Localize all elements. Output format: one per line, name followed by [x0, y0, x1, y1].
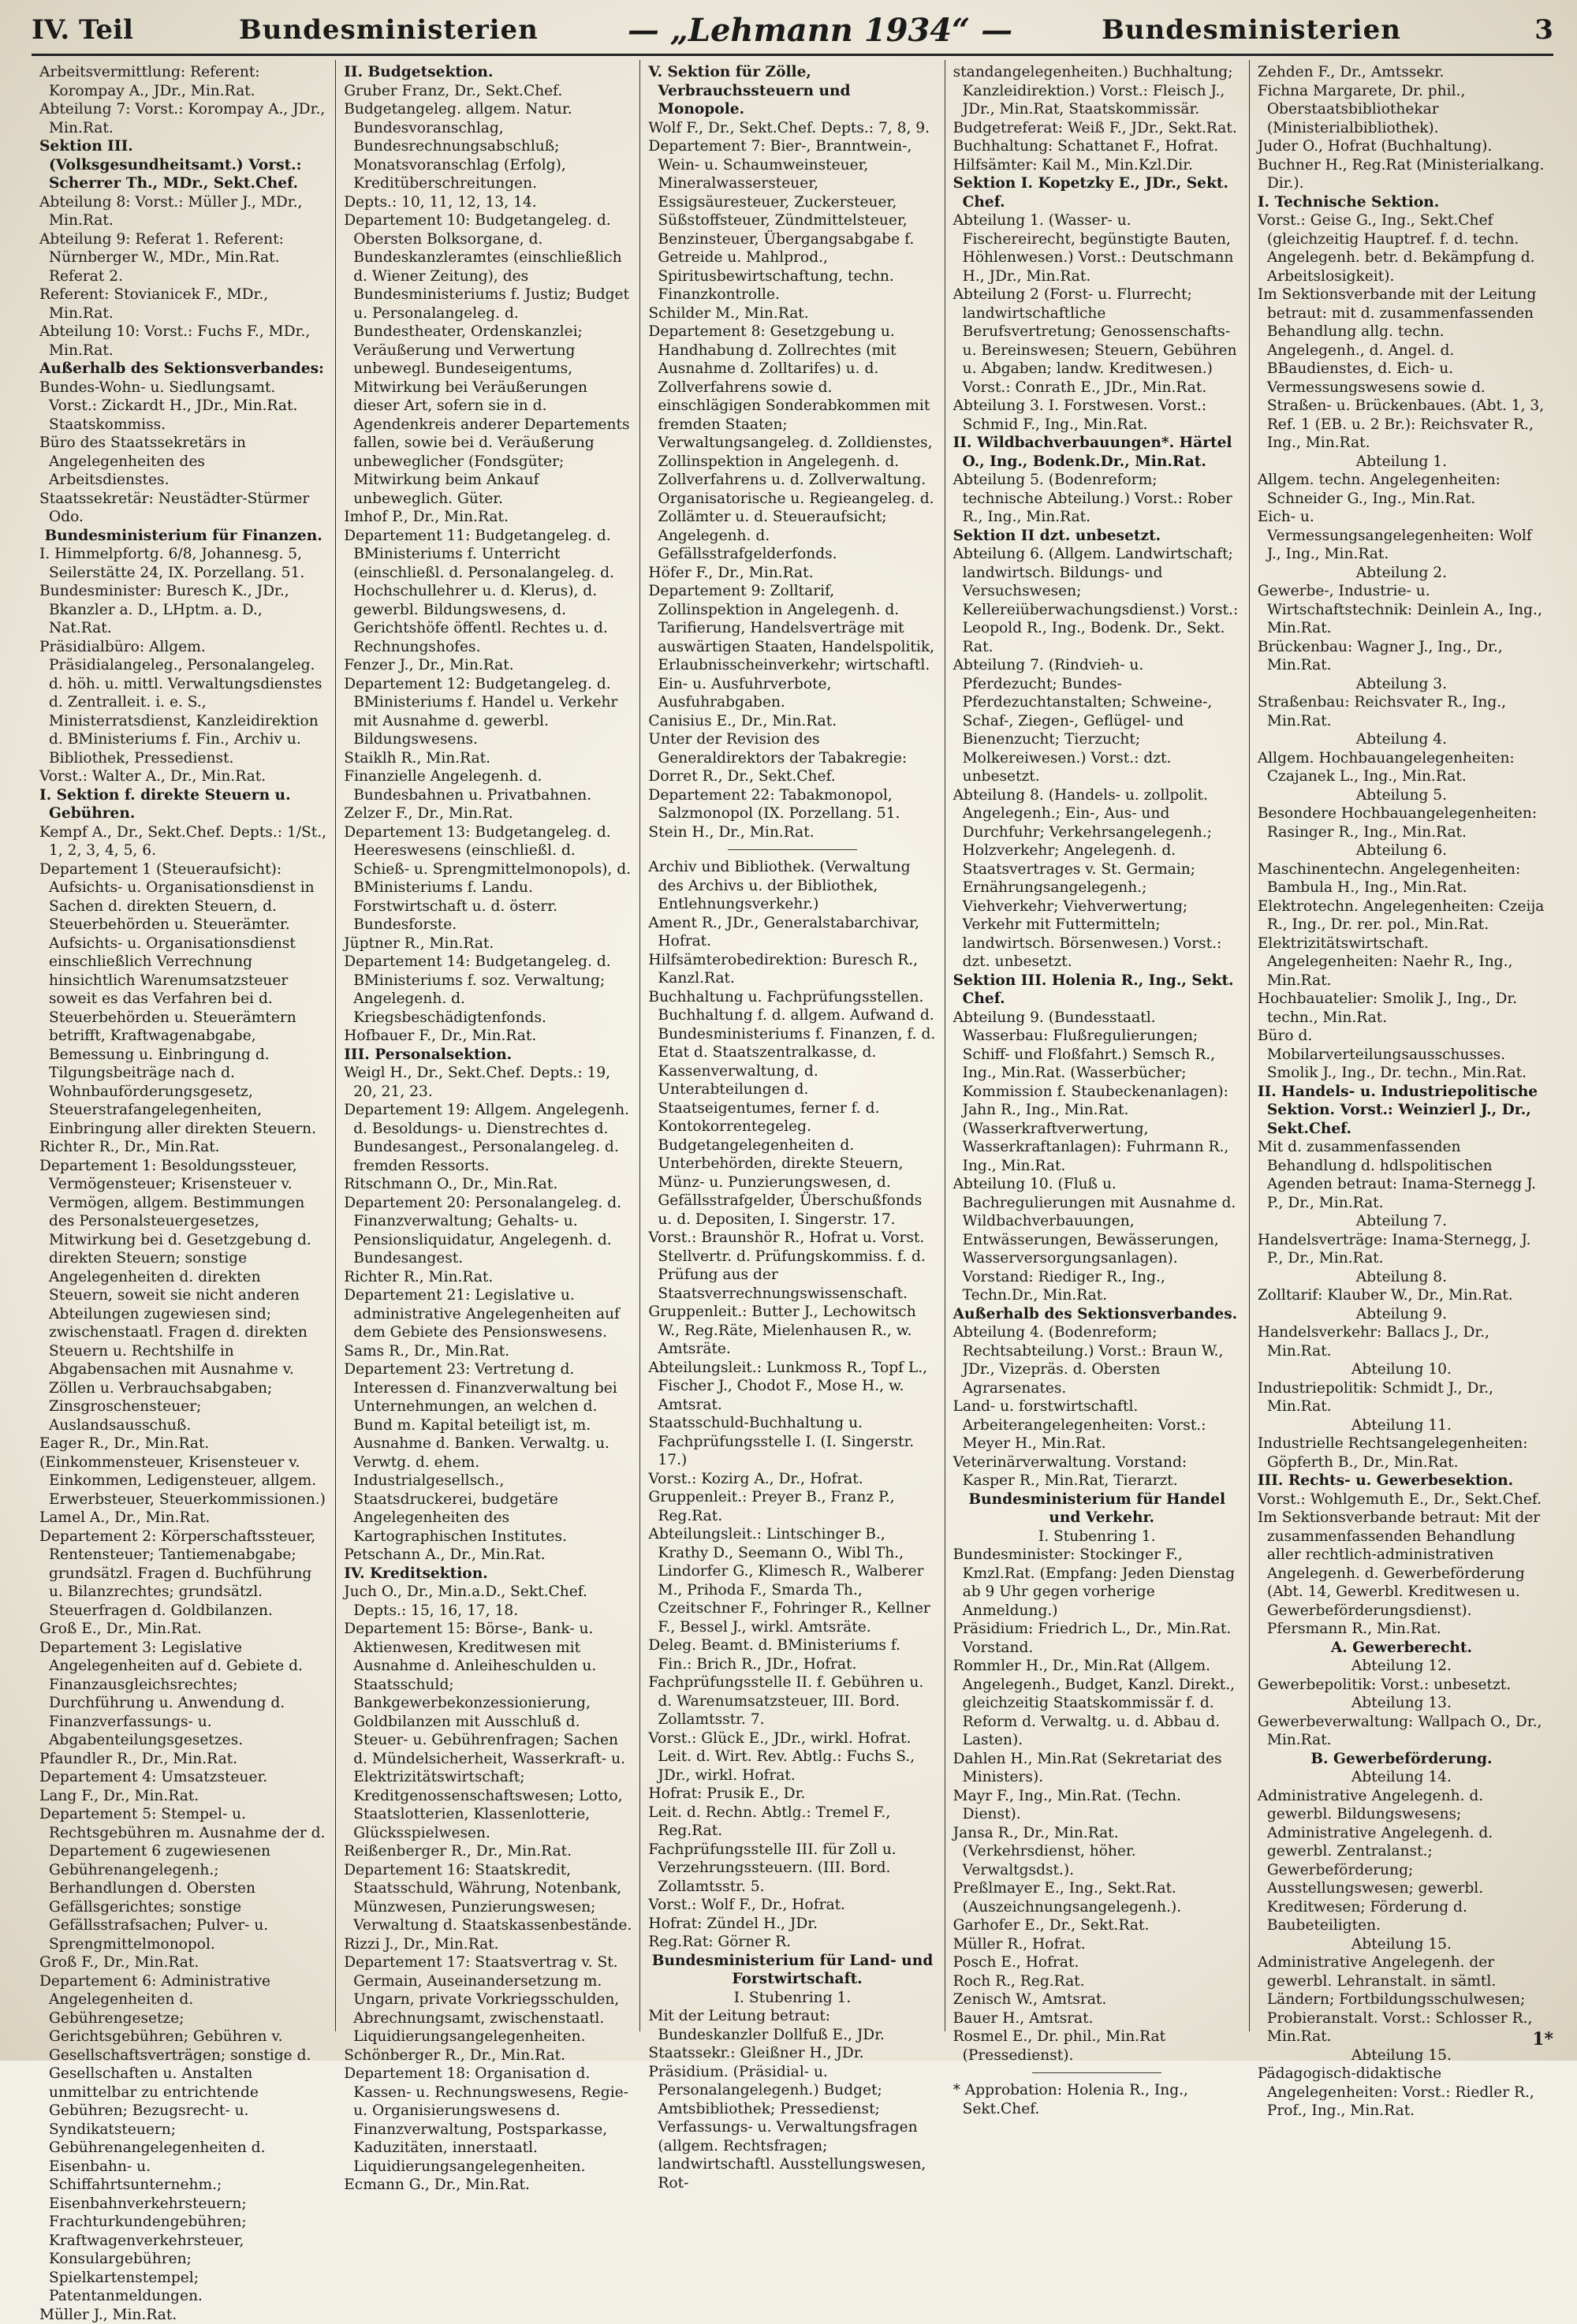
directory-entry: Rosmel E., Dr. phil., Min.Rat (Pressedienst).	[953, 2027, 1241, 2065]
directory-entry: Departement 3: Legislative Angelegenheiten auf d. Gebiete d. Finanzausgleichsrechtes; Durchführung u. Anwendung d. Finanzverfassungs- u. Abgabenteilungsgesetzes.	[39, 1639, 327, 1750]
directory-entry: Abteilung 8.	[1258, 1268, 1545, 1287]
directory-entry: V. Sektion für Zölle, Verbrauchssteuern und Monopole.	[648, 63, 936, 119]
directory-entry: Bundesministerium für Finanzen.	[39, 527, 327, 546]
directory-entry: Abteilung 3.	[1258, 675, 1545, 694]
directory-entry: Reißenberger R., Dr., Min.Rat.	[344, 1842, 632, 1861]
directory-entry: Handelsverträge: Inama-Sternegg, J. P., Dr., Min.Rat.	[1258, 1231, 1545, 1268]
directory-entry: Außerhalb des Sektionsverbandes:	[39, 360, 327, 379]
directory-entry: Abteilung 8: Vorst.: Müller J., MDr., Min.Rat.	[39, 193, 327, 230]
directory-entry: Departement 23: Vertretung d. Interessen d. Finanzverwaltung bei Unternehmungen, an welchen d. Bund m. Kapital beteiligt ist, m. Ausnahme d. Banken. Verwaltg. u. Verwtg. d. ehem. Industrialgesellsch., Staatsdruckerei, budgetäre Angelegenheiten des Kartographischen Institutes.	[344, 1360, 632, 1546]
column-1	[32, 60, 336, 2031]
directory-entry: Sams R., Dr., Min.Rat.	[344, 1342, 632, 1361]
directory-entry: Veterinärverwaltung. Vorstand: Kasper R., Min.Rat, Tierarzt.	[953, 1453, 1241, 1490]
directory-entry: Abteilung 2 (Forst- u. Flurrecht; landwirtschaftliche Berufsvertretung; Genossenschafts- u. Bereinswesen; Steuern, Gebühren u. Abgaben; landw. Kreditwesen.) Vorst.: Conrath E., JDr., Min.Rat.	[953, 285, 1241, 397]
directory-entry: I. Sektion f. direkte Steuern u. Gebühren.	[39, 786, 327, 823]
directory-entry: Departement 6: Administrative Angelegenheiten d. Gebührengesetze; Gerichtsgebühren; Gebühren v. Gesellschaftsverträgen; sonstige d. Gesellschaften u. Anstalten unmittelbar zu entrichtende Gebühren; Bezugsrecht- u. Syndikatsteuern; Gebührenangelegenheiten d. Eisenbahn- u. Schiffahrtsunternehm.; Eisenbahnverkehrsteuern; Frachturkundengebühren; Kraftwagenverkehrsteuer, Konsulargebühren; Spielkartenstempel; Patentanmeldungen.	[39, 1972, 327, 2306]
directory-entry: Departement 7: Bier-, Branntwein-, Wein- u. Schaumweinsteuer, Mineralwassersteuer, Essigsäuresteuer, Zuckersteuer, Süßstoffsteuer, Zündmittelsteuer, Benzinsteuer, Übergangsabgabe f. Getreide u. Mahlprod., Spiritusbewirtschaftung, techn. Finanzkontrolle.	[648, 137, 936, 304]
directory-entry: Abteilung 6.	[1258, 841, 1545, 860]
directory-entry: Ecmann G., Dr., Min.Rat.	[344, 2176, 632, 2195]
directory-entry: Abteilung 5. (Bodenreform; technische Abteilung.) Vorst.: Rober R., Ing., Min.Rat.	[953, 471, 1241, 527]
directory-entry: Kempf A., Dr., Sekt.Chef. Depts.: 1/St., 1, 2, 3, 4, 5, 6.	[39, 823, 327, 860]
directory-entry: Abteilung 7.	[1258, 1212, 1545, 1231]
directory-entry: Schilder M., Min.Rat.	[648, 304, 936, 323]
directory-entry: Bundesministerium für Land- und Forstwirtschaft.	[648, 1952, 936, 1989]
section-marker: IV. Teil	[32, 14, 150, 46]
directory-entry: I. Technische Sektion.	[1258, 193, 1545, 212]
directory-entry: Abteilung 2.	[1258, 564, 1545, 583]
directory-entry: Dahlen H., Min.Rat (Sekretariat des Ministers).	[953, 1750, 1241, 1787]
directory-entry: II. Handels- u. Industriepolitische Sektion. Vorst.: Weinzierl J., Dr., Sekt.Chef.	[1258, 1083, 1545, 1139]
directory-entry: Abteilung 11.	[1258, 1416, 1545, 1435]
directory-entry: Departement 17: Staatsvertrag v. St. Germain, Auseinandersetzung m. Ungarn, private Vorkriegsschulden, Abrechnungsamt, zwischenstaatl. Liquidierungsangelegenheiten.	[344, 1953, 632, 2046]
directory-entry: Abteilung 6. (Allgem. Landwirtschaft; landwirtsch. Bildungs- und Versuchswesen; Kellereiüberwachungsdienst.) Vorst.: Leopold R., Ing., Bodenk. Dr., Sekt. Rat.	[953, 545, 1241, 656]
directory-entry: Unter der Revision des Generaldirektors der Tabakregie:	[648, 730, 936, 767]
directory-entry: Buchner H., Reg.Rat (Ministerialkang. Dir.).	[1258, 156, 1545, 193]
directory-entry: Elektrizitätswirtschaft. Angelegenheiten: Naehr R., Ing., Min.Rat.	[1258, 934, 1545, 990]
directory-entry: Buchhaltung u. Fachprüfungsstellen. Buchhaltung f. d. allgem. Aufwand d. Bundesministeriums f. Finanzen, f. d. Etat d. Staatszentralkasse, d. Kassenverwaltung, d. Unterabteilungen d. Staatseigentumes, ferner f. d. Kontokorrentegeleg. Budgetangelegenheiten d. Unterbehörden, direkte Steuern, Münz- u. Punzierungswesen, d. Gefällsstrafgelder, Überschußfonds u. d. Depositen, I. Singerstr. 17.	[648, 988, 936, 1229]
directory-entry: Abteilung 4. (Bodenreform; Rechtsabteilung.) Vorst.: Braun W., JDr., Vizepräs. d. Obersten Agrarsenates.	[953, 1323, 1241, 1397]
directory-entry: Sektion III. (Volksgesundheitsamt.) Vorst.: Scherrer Th., MDr., Sekt.Chef.	[39, 137, 327, 193]
directory-entry: * Approbation: Holenia R., Ing., Sekt.Chef.	[953, 2081, 1241, 2118]
directory-entry: (Einkommensteuer, Krisensteuer v. Einkommen, Ledigensteuer, allgem. Erwerbsteuer, Steuerkommissionen.)	[39, 1453, 327, 1509]
directory-entry: Departement 18: Organisation d. Kassen- u. Rechnungswesens, Regie- u. Organisierungswesens d. Finanzverwaltung, Postsparkasse, Kaduzitäten, innerstaatl. Liquidierungsangelegenheiten.	[344, 2065, 632, 2176]
directory-entry: Departement 13: Budgetangeleg. d. Heereswesens (einschließl. d. Schieß- u. Sprengmittelmonopols), d. BMinisteriums f. Landu. Forstwirtschaft u. d. österr. Bundesforste.	[344, 823, 632, 934]
directory-entry: Garhofer E., Dr., Sekt.Rat.	[953, 1916, 1241, 1935]
directory-entry: Ament R., JDr., Generalstabarchivar, Hofrat.	[648, 914, 936, 951]
directory-entry: Groß F., Dr., Min.Rat.	[39, 1953, 327, 1972]
directory-entry: Abteilung 5.	[1258, 786, 1545, 805]
directory-entry: Bundesminister: Stockinger F., Kmzl.Rat. (Empfang: Jeden Dienstag ab 9 Uhr gegen vorherige Anmeldung.)	[953, 1546, 1241, 1620]
directory-entry: Hochbauatelier: Smolik J., Ing., Dr. techn., Min.Rat.	[1258, 990, 1545, 1027]
directory-entry: Departement 8: Gesetzgebung u. Handhabung d. Zollrechtes (mit Ausnahme d. Zolltarifes) u. d. Zollverfahrens sowie d. einschlägigen Sonderabkommen mit fremden Staaten; Verwaltungsangeleg. d. Zolldienstes, Zollinspektion in Angelegenh. d. Zollverfahrens u. d. Zollverwaltung. Organisatorische u. Regieangeleg. d. Zollämter u. d. Steueraufsicht; Angelegenh. d. Gefällsstrafgelderfonds.	[648, 323, 936, 564]
page-number: 3	[1490, 14, 1553, 46]
directory-entry: Sektion III. Holenia R., Ing., Sekt. Chef.	[953, 972, 1241, 1009]
directory-entry: Elektrotechn. Angelegenheiten: Czeija R., Ing., Dr. rer. pol., Min.Rat.	[1258, 897, 1545, 934]
directory-entry: Juch O., Dr., Min.a.D., Sekt.Chef. Depts.: 15, 16, 17, 18.	[344, 1583, 632, 1620]
directory-entry: Posch E., Hofrat.	[953, 1953, 1241, 1972]
directory-entry: Gewerbeverwaltung: Wallpach O., Dr., Min.Rat.	[1258, 1713, 1545, 1750]
directory-entry: Departement 12: Budgetangeleg. d. BMinisteriums f. Handel u. Verkehr mit Ausnahme d. gewerbl. Bildungswesens.	[344, 675, 632, 749]
directory-entry: Präsidialbüro: Allgem. Präsidialangeleg., Personalangeleg. d. höh. u. mittl. Verwaltungsdienstes d. Zentralleit. i. e. S., Ministerratsdienst, Kanzleidirektion d. BMinisteriums f. Fin., Archiv u. Bibliothek, Pressedienst.	[39, 638, 327, 768]
directory-entry: Abteilung 14.	[1258, 1768, 1545, 1787]
directory-entry: Richter R., Dr., Min.Rat.	[39, 1138, 327, 1157]
directory-entry: Abteilung 9.	[1258, 1305, 1545, 1324]
directory-entry: Departement 1 (Steueraufsicht): Aufsichts- u. Organisationsdienst in Sachen d. direkten Steuern, d. Steuerbehörden u. Steuerämter. Aufsichts- u. Organisationsdienst einschließlich Verrechnung hinsichtlich Warenumsatzsteuer soweit es das Verfahren bei d. Steuerbehörden u. Steuerämtern betrifft, Kraftwagenabgabe, Bemessung u. Einbringung d. Tilgungsbeiträge nach d. Wohnbauförderungsgesetz, Steuerstrafangelegenheiten, Einbringung aller direkten Steuern.	[39, 860, 327, 1139]
directory-entry: Außerhalb des Sektionsverbandes.	[953, 1305, 1241, 1324]
directory-entry: Dorret R., Dr., Sekt.Chef.	[648, 767, 936, 786]
directory-entry: Departement 5: Stempel- u. Rechtsgebühren m. Ausnahme der d. Departement 6 zugewiesenen Gebührenangelegenh.; Berhandlungen d. Obersten Gefällsgerichtes; sonstige Gefällsstrafsachen; Pulver- u. Sprengmittelmonopol.	[39, 1805, 327, 1953]
directory-entry: Vorst.: Glück E., JDr., wirkl. Hofrat. Leit. d. Wirt. Rev. Abtlg.: Fuchs S., JDr., wirkl. Hofrat.	[648, 1729, 936, 1785]
directory-entry: Büro des Staatssekretärs in Angelegenheiten des Arbeitsdienstes.	[39, 434, 327, 490]
directory-entry: A. Gewerberecht.	[1258, 1639, 1545, 1658]
directory-entry: Abteilungsleit.: Lunkmoss R., Topf L., Fischer J., Chodot F., Mose H., w. Amtsrat.	[648, 1359, 936, 1415]
directory-entry: Administrative Angelegenh. d. gewerbl. Bildungswesens; Administrative Angelegenh. d. gewerbl. Zentralanst.; Gewerbeförderung; Ausstellungswesen; gewerbl. Kreditwesen; Förderung d. Baubeteiligten.	[1258, 1787, 1545, 1935]
directory-entry: Hofrat: Zündel H., JDr.	[648, 1915, 936, 1934]
directory-entry: Finanzielle Angelegenh. d. Bundesbahnen u. Privatbahnen.	[344, 767, 632, 804]
directory-entry: Ritschmann O., Dr., Min.Rat.	[344, 1175, 632, 1194]
running-title-left: Bundesministerien	[239, 14, 539, 46]
directory-entry: Präsidium. (Präsidial- u. Personalangelegenh.) Budget; Amtsbibliothek; Pressedienst; Verfassungs- u. Verwaltungsfragen (allgem. Rechtsfragen; landwirtschaftl. Ausstellungswesen, Rot-	[648, 2063, 936, 2193]
directory-entry: Departement 9: Zolltarif, Zollinspektion in Angelegenh. d. Tarifierung, Handelsverträge mit auswärtigen Staaten, Handelspolitik, Erlaubnisscheinverkehr; wirtschaftl. Ein- u. Ausfuhrverbote, Ausfuhrabgaben.	[648, 582, 936, 712]
directory-entry: Allgem. techn. Angelegenheiten: Schneider G., Ing., Min.Rat.	[1258, 471, 1545, 508]
directory-entry: Abteilung 15.	[1258, 1935, 1545, 1954]
directory-entry: Abteilung 7. (Rindvieh- u. Pferdezucht; Bundes-Pferdezuchtanstalten; Schweine-, Schaf-, Ziegen-, Geflügel- und Bienenzucht; Tierzucht; Molkereiwesen.) Vorst.: dzt. unbesetzt.	[953, 656, 1241, 786]
running-title-right: Bundesministerien	[1102, 14, 1401, 46]
directory-entry: Abteilung 10: Vorst.: Fuchs F., MDr., Min.Rat.	[39, 323, 327, 360]
directory-entry: Departement 20: Personalangeleg. d. Finanzverwaltung; Gehalts- u. Pensionsliquidatur, Angelegenh. d. Bundesangest.	[344, 1194, 632, 1268]
directory-entry: Fachprüfungsstelle II. f. Gebühren u. d. Warenumsatzsteuer, III. Bord. Zollamtsstr. 7.	[648, 1673, 936, 1729]
directory-entry: Schönberger R., Dr., Min.Rat.	[344, 2046, 632, 2065]
directory-entry: Zolltarif: Klauber W., Dr., Min.Rat.	[1258, 1286, 1545, 1305]
directory-entry: Abteilung 1. (Wasser- u. Fischereirecht, begünstigte Bauten, Höhlenwesen.) Vorst.: Deutschmann H., JDr., Min.Rat.	[953, 211, 1241, 285]
directory-entry: Abteilung 13.	[1258, 1694, 1545, 1713]
directory-entry: III. Personalsektion.	[344, 1046, 632, 1065]
directory-entry: Gewerbe-, Industrie- u. Wirtschaftstechnik: Deinlein A., Ing., Min.Rat.	[1258, 582, 1545, 638]
directory-entry: Brückenbau: Wagner J., Ing., Dr., Min.Rat.	[1258, 638, 1545, 675]
directory-entry: Vorst.: Geise G., Ing., Sekt.Chef (gleichzeitig Hauptref. f. d. techn. Angelegenh. betr. d. Bekämpfung d. Arbeitslosigkeit).	[1258, 211, 1545, 285]
directory-entry: Straßenbau: Reichsvater R., Ing., Min.Rat.	[1258, 693, 1545, 730]
directory-entry: Im Sektionsverbande betraut: Mit der zusammenfassenden Behandlung aller rechtlich-administrativen Angelegenh. d. Gewerbeförderung (Abt. 14, Gewerbl. Kreditwesen u. Gewerbeförderungsdienst). Pfersmann R., Min.Rat.	[1258, 1509, 1545, 1639]
directory-entry: Müller R., Hofrat.	[953, 1935, 1241, 1954]
directory-entry: Bauer H., Amtsrat.	[953, 2009, 1241, 2028]
directory-entry: Groß E., Dr., Min.Rat.	[39, 1620, 327, 1639]
directory-entry: Jansa R., Dr., Min.Rat. (Verkehrsdienst, höher. Verwaltgsdst.).	[953, 1824, 1241, 1880]
directory-entry: Industriepolitik: Schmidt J., Dr., Min.Rat.	[1258, 1379, 1545, 1416]
directory-entry: Zehden F., Dr., Amtssekr.	[1258, 63, 1545, 82]
directory-entry: Hofbauer F., Dr., Min.Rat.	[344, 1027, 632, 1046]
directory-entry: Allgem. Hochbauangelegenheiten: Czajanek L., Ing., Min.Rat.	[1258, 749, 1545, 786]
directory-entry: Mit d. zusammenfassenden Behandlung d. hdlspolitischen Agenden betraut: Inama-Sternegg J. P., Dr., Min.Rat.	[1258, 1138, 1545, 1212]
column-3	[640, 60, 945, 2031]
directory-entry: Departement 2: Körperschaftssteuer, Rentensteuer; Tantiemenabgabe; grundsätzl. Fragen d. Buchführung u. Bilanzrechtes; grundsätzl. Steuerfragen d. Goldbilanzen.	[39, 1528, 327, 1621]
directory-entry: Abteilung 10. (Fluß u. Bachregulierungen mit Ausnahme d. Wildbachverbauungen, Entwässerungen, Bewässerungen, Wasserversorgungsanlagen). Vorstand: Riediger R., Ing., Techn.Dr., Min.Rat.	[953, 1175, 1241, 1305]
directory-entry: Sektion II dzt. unbesetzt.	[953, 527, 1241, 546]
directory-entry: Departement 15: Börse-, Bank- u. Aktienwesen, Kreditwesen mit Ausnahme d. Anleiheschulden u. Staatsschuld; Bankgewerbekonzessionierung, Goldbilanzen mit Ausschluß d. Steuer- u. Gebührenfragen; Sachen d. Mündelsicherheit, Wasserkraft- u. Elektrizitätswirtschaft; Kreditgenossenschaftswesen; Lotto, Staatslotterien, Klassenlotterie, Glücksspielwesen.	[344, 1620, 632, 1842]
directory-entry: Fichna Margarete, Dr. phil., Oberstaatsbibliothekar (Ministerialbibliothek).	[1258, 82, 1545, 138]
directory-entry: II. Budgetsektion.	[344, 63, 632, 82]
directory-entry: I. Himmelpfortg. 6/8, Johannesg. 5, Seilerstätte 24, IX. Porzellang. 51.	[39, 545, 327, 582]
directory-entry: Land- u. forstwirtschaftl. Arbeiterangelegenheiten: Vorst.: Meyer H., Min.Rat.	[953, 1397, 1241, 1453]
directory-entry: Bundesministerium für Handel und Verkehr.	[953, 1490, 1241, 1528]
directory-entry: Preßlmayer E., Ing., Sekt.Rat. (Auszeichnungsangelegenh.).	[953, 1879, 1241, 1916]
directory-entry: Industrielle Rechtsangelegenheiten: Göpferth B., Dr., Min.Rat.	[1258, 1434, 1545, 1472]
directory-entry: Abteilung 15.	[1258, 2046, 1545, 2065]
directory-entry: Handelsverkehr: Ballacs J., Dr., Min.Rat.	[1258, 1323, 1545, 1360]
directory-entry: Höfer F., Dr., Min.Rat.	[648, 564, 936, 583]
directory-entry: B. Gewerbeförderung.	[1258, 1750, 1545, 1769]
header-rule	[32, 54, 1553, 56]
directory-entry: Gruppenleit.: Preyer B., Franz P., Reg.Rat.	[648, 1488, 936, 1525]
directory-entry: Deleg. Beamt. d. BMinisteriums f. Fin.: Brich R., JDr., Hofrat.	[648, 1636, 936, 1673]
directory-entry: Canisius E., Dr., Min.Rat.	[648, 712, 936, 731]
column-divider	[1032, 2072, 1161, 2073]
directory-entry: III. Rechts- u. Gewerbesektion.	[1258, 1472, 1545, 1490]
directory-entry: Richter R., Min.Rat.	[344, 1268, 632, 1287]
directory-entry: Wolf F., Dr., Sekt.Chef. Depts.: 7, 8, 9.	[648, 119, 936, 138]
directory-entry: Roch R., Reg.Rat.	[953, 1972, 1241, 1991]
directory-entry: Maschinentechn. Angelegenheiten: Bambula H., Ing., Min.Rat.	[1258, 860, 1545, 897]
directory-entry: Buchhaltung: Schattanet F., Hofrat.	[953, 137, 1241, 156]
column-4	[945, 60, 1250, 2031]
directory-entry: Eich- u. Vermessungsangelegenheiten: Wolf J., Ing., Min.Rat.	[1258, 508, 1545, 564]
directory-entry: Abteilung 7: Vorst.: Korompay A., JDr., Min.Rat.	[39, 100, 327, 137]
directory-entry: Müller J., Min.Rat.	[39, 2306, 327, 2324]
directory-entry: Präsidium: Friedrich L., Dr., Min.Rat. Vorstand.	[953, 1620, 1241, 1657]
directory-entry: Petschann A., Dr., Min.Rat.	[344, 1546, 632, 1565]
directory-entry: Eager R., Dr., Min.Rat.	[39, 1434, 327, 1453]
directory-entry: Depts.: 10, 11, 12, 13, 14.	[344, 193, 632, 212]
directory-entry: Abteilung 1.	[1258, 453, 1545, 472]
page-header	[32, 9, 1553, 50]
column-2	[336, 60, 640, 2031]
directory-entry: Juder O., Hofrat (Buchhaltung).	[1258, 137, 1545, 156]
directory-entry: Lamel A., Dr., Min.Rat.	[39, 1509, 327, 1528]
directory-entry: Arbeitsvermittlung: Referent: Korompay A., JDr., Min.Rat.	[39, 63, 327, 100]
directory-entry: Im Sektionsverbande mit der Leitung betraut: mit d. zusammenfassenden Behandlung allg. techn. Angelegenh., d. Angel. d. BBaudienstes, d. Eich- u. Vermessungswesens sowie d. Straßen- u. Brückenbaues. (Abt. 1, 3, Ref. 1 (EB. u. 2 Br.): Reichsvater R., Ing., Min.Rat.	[1258, 285, 1545, 453]
signature-mark: 1*	[1532, 2029, 1553, 2050]
directory-entry: Staatsschuld-Buchhaltung u. Fachprüfungsstelle I. (I. Singerstr. 17.)	[648, 1414, 936, 1470]
directory-entry: Departement 16: Staatskredit, Staatsschuld, Währung, Notenbank, Münzwesen, Punzierungswesen; Verwaltung d. Staatskassenbestände.	[344, 1861, 632, 1935]
directory-entry: Reg.Rat: Görner R.	[648, 1933, 936, 1952]
directory-entry: Rizzi J., Dr., Min.Rat.	[344, 1935, 632, 1954]
directory-entry: IV. Kreditsektion.	[344, 1565, 632, 1584]
directory-entry: Hilfsämterobedirektion: Buresch R., Kanzl.Rat.	[648, 951, 936, 988]
directory-entry: Lang F., Dr., Min.Rat.	[39, 1787, 327, 1806]
directory-entry: Besondere Hochbauangelegenheiten: Rasinger R., Ing., Min.Rat.	[1258, 804, 1545, 841]
directory-entry: Zenisch W., Amtsrat.	[953, 1990, 1241, 2009]
directory-entry: Vorst.: Walter A., Dr., Min.Rat.	[39, 767, 327, 786]
directory-entry: Hofrat: Prusik E., Dr.	[648, 1785, 936, 1804]
directory-entry: Departement 21: Legislative u. administrative Angelegenheiten auf dem Gebiete des Pensionswesens.	[344, 1286, 632, 1342]
directory-entry: Budgetreferat: Weiß F., JDr., Sekt.Rat.	[953, 119, 1241, 138]
directory-entry: Weigl H., Dr., Sekt.Chef. Depts.: 19, 20, 21, 23.	[344, 1064, 632, 1101]
directory-entry: Departement 10: Budgetangeleg. d. Obersten Bolksorgane, d. Bundeskanzleramtes (einschließlich d. Wiener Zeitung), des Bundesministeriums f. Justiz; Budget u. Personalangeleg. d. Bundestheater, Ordenskanzlei; Veräußerung und Verwertung unbewegl. Bundeseigentums, Mitwirkung bei Veräußerungen dieser Art, sofern sie in d. Agendenkreis anderer Departements fallen, sowie bei d. Veräußerung unbeweglicher (Fondsgüter; Mitwirkung beim Ankauf unbeweglich. Güter.	[344, 211, 632, 508]
directory-entry: Abteilung 9: Referat 1. Referent: Nürnberger W., MDr., Min.Rat. Referat 2.	[39, 230, 327, 286]
directory-entry: Gewerbepolitik: Vorst.: unbesetzt.	[1258, 1676, 1545, 1695]
directory-entry: Jüptner R., Min.Rat.	[344, 934, 632, 953]
directory-entry: Mayr F., Ing., Min.Rat. (Techn. Dienst).	[953, 1787, 1241, 1824]
directory-entry: Bundes-Wohn- u. Siedlungsamt. Vorst.: Zickardt H., JDr., Min.Rat. Staatskommiss.	[39, 379, 327, 435]
directory-entry: Departement 14: Budgetangeleg. d. BMinisteriums f. soz. Verwaltung; Angelegenh. d. Kriegsbeschädigtenfonds.	[344, 953, 632, 1027]
directory-entry: Mit der Leitung betraut: Bundeskanzler Dollfuß E., JDr.	[648, 2007, 936, 2044]
directory-entry: Pädagogisch-didaktische Angelegenheiten: Vorst.: Riedler R., Prof., Ing., Min.Rat.	[1258, 2065, 1545, 2121]
directory-entry: Departement 22: Tabakmonopol, Salzmonopol (IX. Porzellang. 51.	[648, 786, 936, 823]
directory-entry: Staiklh R., Min.Rat.	[344, 749, 632, 768]
directory-entry: Zelzer F., Dr., Min.Rat.	[344, 804, 632, 823]
directory-entry: Vorst.: Kozirg A., Dr., Hofrat.	[648, 1470, 936, 1489]
directory-entry: Stein H., Dr., Min.Rat.	[648, 823, 936, 842]
directory-entry: Abteilung 8. (Handels- u. zollpolit. Angelegenh.; Ein-, Aus- und Durchfuhr; Verkehrsangelegenh.; Holzverkehr; Angelegenh. d. Staatsvertrages v. St. Germain; Ernährungsangelegenh.; Viehverkehr; Viehverwertung; Verkehr mit Futtermitteln; landwirtsch. Börsenwesen.) Vorst.: dzt. unbesetzt.	[953, 786, 1241, 972]
directory-entry: Gruppenleit.: Butter J., Lechowitsch W., Reg.Räte, Mielenhausen R., w. Amtsräte.	[648, 1303, 936, 1359]
directory-entry: Hilfsämter: Kail M., Min.Kzl.Dir.	[953, 156, 1241, 175]
directory-entry: Staatssekr.: Gleißner H., JDr.	[648, 2044, 936, 2063]
directory-entry: Departement 11: Budgetangeleg. d. BMinisteriums f. Unterricht (einschließl. d. Personalangeleg. d. Hochschullehrer u. d. Klerus), d. gewerbl. Bildungswesens, d. Gerichtshöfe öffentl. Rechtes u. d. Rechnungshofes.	[344, 527, 632, 657]
directory-entry: Imhof P., Dr., Min.Rat.	[344, 508, 632, 527]
directory-entry: Staatssekretär: Neustädter-Stürmer Odo.	[39, 490, 327, 527]
directory-entry: Abteilung 10.	[1258, 1360, 1545, 1379]
directory-entry: Referent: Stovianicek F., MDr., Min.Rat.	[39, 285, 327, 323]
directory-entry: Departement 19: Allgem. Angelegenh. d. Besoldungs- u. Dienstrechtes d. Bundesangest., Personalangeleg. d. fremden Ressorts.	[344, 1101, 632, 1175]
directory-entry: Pfaundler R., Dr., Min.Rat.	[39, 1750, 327, 1769]
directory-entry: I. Stubenring 1.	[648, 1989, 936, 2008]
directory-entry: Rommler H., Dr., Min.Rat (Allgem. Angelegenh., Budget, Kanzl. Direkt., gleichzeitig Staatskommissär f. d. Reform d. Verwaltg. u. d. Abbau d. Lasten).	[953, 1657, 1241, 1750]
directory-entry: Büro d. Mobilarverteilungsausschusses. Smolik J., Ing., Dr. techn., Min.Rat.	[1258, 1027, 1545, 1083]
directory-entry: I. Stubenring 1.	[953, 1528, 1241, 1546]
directory-entry: Abteilung 4.	[1258, 730, 1545, 749]
directory-entry: Fenzer J., Dr., Min.Rat.	[344, 656, 632, 675]
column-5	[1250, 60, 1553, 2031]
directory-entry: Departement 1: Besoldungssteuer, Vermögensteuer; Krisensteuer v. Vermögen, allgem. Bestimmungen des Personalsteuergesetzes, Mitwirkung bei d. Gesetzgebung d. direkten Steuern; sonstige Angelegenheiten d. direkten Steuern, soweit sie nicht anderen Abteilungen zugewiesen sind; zwischenstaatl. Fragen d. direkten Steuern u. Rechtshilfe in Abgabensachen mit Ausnahme v. Zöllen u. Verbrauchsabgaben; Zinsgroschensteuer; Auslandsausschuß.	[39, 1157, 327, 1435]
directory-entry: Abteilung 3. I. Forstwesen. Vorst.: Schmid F., Ing., Min.Rat.	[953, 397, 1241, 434]
directory-entry: Vorst.: Wohlgemuth E., Dr., Sekt.Chef.	[1258, 1490, 1545, 1509]
directory-entry: Leit. d. Rechn. Abtlg.: Tremel F., Reg.Rat.	[648, 1804, 936, 1841]
directory-entry: Vorst.: Braunshör R., Hofrat u. Vorst. Stellvertr. d. Prüfungskommiss. f. d. Prüfung aus der Staatsverrechnungswissenschaft.	[648, 1229, 936, 1303]
directory-entry: Administrative Angelegenh. der gewerbl. Lehranstalt. in sämtl. Ländern; Fortbildungsschulwesen; Probieranstalt. Vorst.: Schlosser R., Min.Rat.	[1258, 1953, 1545, 2046]
directory-entry: standangelegenheiten.) Buchhaltung; Kanzleidirektion.) Vorst.: Fleisch J., JDr., Min.Rat, Staatskommissär.	[953, 63, 1241, 119]
directory-entry: Gruber Franz, Dr., Sekt.Chef.	[344, 82, 632, 101]
directory-entry: Bundesminister: Buresch K., JDr., Bkanzler a. D., LHptm. a. D., Nat.Rat.	[39, 582, 327, 638]
columns	[32, 60, 1553, 2031]
column-divider	[728, 849, 857, 850]
directory-entry: Abteilung 12.	[1258, 1657, 1545, 1676]
directory-entry: Vorst.: Wolf F., Dr., Hofrat.	[648, 1896, 936, 1915]
directory-entry: Fachprüfungsstelle III. für Zoll u. Verzehrungssteuern. (III. Bord. Zollamtsstr. 5.	[648, 1841, 936, 1897]
directory-entry: Departement 4: Umsatzsteuer.	[39, 1768, 327, 1787]
directory-entry: Abteilungsleit.: Lintschinger B., Krathy D., Seemann O., Wibl Th., Lindorfer G., Klimesch R., Walberer M., Prihoda F., Smarda Th., Czeitschner F., Fohringer R., Kellner F., Bessel J., wirkl. Amtsräte.	[648, 1525, 936, 1636]
directory-entry: Sektion I. Kopetzky E., JDr., Sekt. Chef.	[953, 174, 1241, 211]
directory-entry: Abteilung 9. (Bundesstaatl. Wasserbau: Flußregulierungen; Schiff- und Floßfahrt.) Semsch R., Ing., Min.Rat. (Wasserbücher; Kommission f. Staubeckenanlagen): Jahn R., Ing., Min.Rat. (Wasserkraftverwertung, Wasserkraftanlagen): Fuhrmann R., Ing., Min.Rat.	[953, 1009, 1241, 1176]
directory-entry: Budgetangeleg. allgem. Natur. Bundesvoranschlag, Bundesrechnungsabschluß; Monatsvoranschlag (Erfolg), Kreditüberschreitungen.	[344, 100, 632, 193]
directory-entry: Archiv und Bibliothek. (Verwaltung des Archivs u. der Bibliothek, Entlehnungsverkehr.)	[648, 858, 936, 914]
publication-title: — „Lehmann 1934“ —	[628, 12, 1012, 49]
directory-entry: II. Wildbachverbauungen*. Härtel O., Ing., Bodenk.Dr., Min.Rat.	[953, 434, 1241, 471]
